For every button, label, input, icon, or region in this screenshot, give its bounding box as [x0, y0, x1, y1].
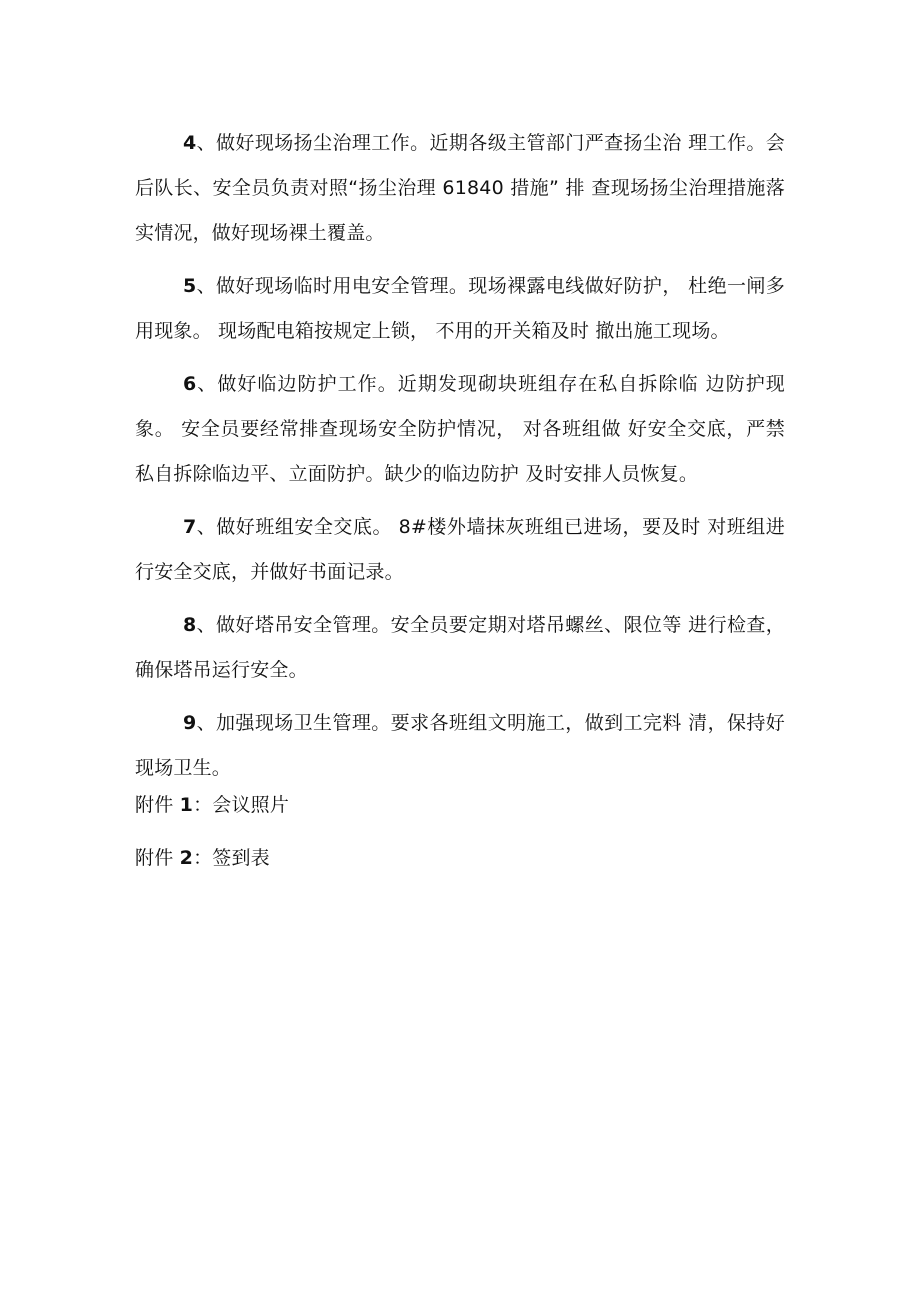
document-body: [135, 121, 785, 881]
paragraph-item-7: [135, 505, 785, 595]
paragraph-text: 、做好现场扬尘治理工作。近期各级主管部门严查扬尘治 理工作。会后队长、安全员负责对照“扬尘治理 61840 措施” 排 查现场扬尘治理措施落实情况，做好现场裸土覆盖。: [135, 132, 785, 244]
paragraph-text: 、做好临边防护工作。近期发现砌块班组存在私自拆除临 边防护现象。 安全员要经常排查现场安全防护情况， 对各班组做 好安全交底，严禁私自拆除临边平、立面防护。缺少的临边防护 及时安排人员恢复。: [135, 373, 785, 485]
attachment-number: 1: [179, 794, 194, 816]
item-number: 6: [183, 373, 197, 395]
item-number: 4: [183, 132, 197, 154]
paragraph-item-6: [135, 362, 785, 497]
attachment-prefix: 附件: [135, 847, 174, 869]
attachment-number: 2: [179, 847, 194, 869]
paragraph-text: 、做好塔吊安全管理。安全员要定期对塔吊螺丝、限位等 进行检查，确保塔吊运行安全。: [135, 614, 785, 681]
paragraph-item-4: [135, 121, 785, 256]
paragraph-item-8: [135, 603, 785, 693]
item-number: 7: [183, 516, 197, 538]
item-number: 9: [183, 712, 197, 734]
paragraph-text: 、做好现场临时用电安全管理。现场裸露电线做好防护， 杜绝一闸多用现象。 现场配电箱按规定上锁， 不用的开关箱及时 撤出施工现场。: [135, 275, 785, 342]
attachment-prefix: 附件: [135, 794, 174, 816]
paragraph-text: 、做好班组安全交底。 8#楼外墙抹灰班组已进场，要及时 对班组进行安全交底，并做好书面记录。: [135, 516, 785, 583]
paragraph-item-5: [135, 264, 785, 354]
paragraph-item-9: [135, 701, 785, 791]
item-number: 8: [183, 614, 197, 636]
item-number: 5: [183, 275, 197, 297]
paragraph-text: 、加强现场卫生管理。要求各班组文明施工，做到工完料 清，保持好现场卫生。: [135, 712, 785, 779]
attachment-text: ：会议照片: [193, 794, 290, 816]
attachment-text: ：签到表: [193, 847, 270, 869]
attachment-2: [135, 836, 785, 881]
attachment-1: [135, 783, 785, 828]
